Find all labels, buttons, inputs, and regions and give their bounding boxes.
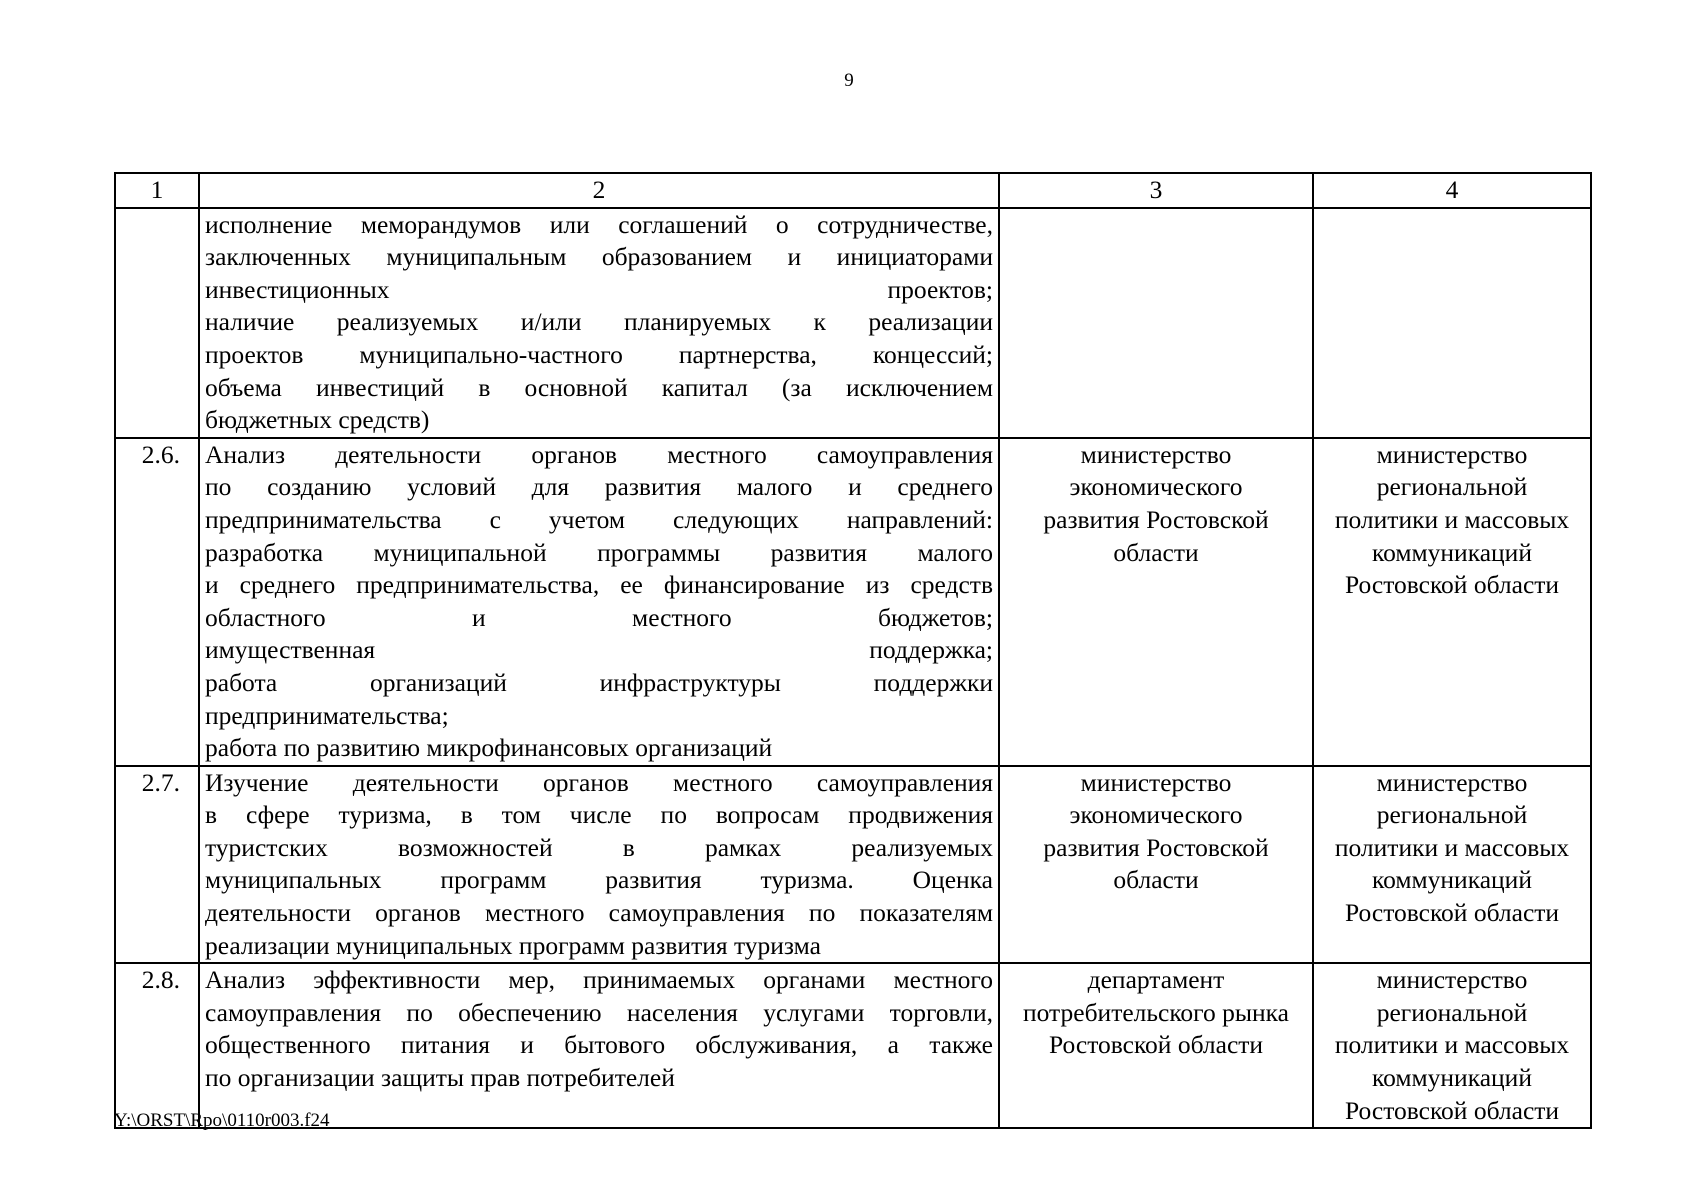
description-line: туристских возможностей в рамках реализуемых (205, 832, 993, 862)
description-line: самоуправления по обеспечению населения услугами торговли, (205, 997, 993, 1027)
table-row (115, 208, 1591, 438)
responsible-line: потребительского рынка (1023, 997, 1289, 1027)
description-line: проектов муниципально-частного партнерства, концессий; (205, 339, 993, 369)
responsible-cell (999, 208, 1313, 438)
responsible-cell (999, 766, 1313, 964)
coexecutor-line: Ростовской области (1344, 898, 1560, 928)
table-row (115, 438, 1591, 766)
measures-table (114, 172, 1592, 1129)
header-cell-4: 4 (1313, 173, 1591, 208)
table-row (115, 766, 1591, 964)
coexecutor-line: Ростовской области (1344, 570, 1560, 600)
description-line: Анализ эффективности мер, принимаемых органами местного (205, 965, 993, 995)
description-line: областного и местного бюджетов; (205, 602, 993, 632)
description-line: работа организаций инфраструктуры поддержки (205, 667, 993, 697)
coexecutor-line: министерство (1376, 767, 1528, 797)
description-line: реализации муниципальных программ развития туризма (205, 930, 821, 960)
description-line: деятельности органов местного самоуправления по показателям (205, 898, 993, 928)
table-header-row (115, 173, 1591, 208)
row-number-cell (115, 208, 199, 438)
description-line: инвестиционных проектов; (205, 274, 993, 304)
description-line: заключенных муниципальным образованием и инициаторами (205, 242, 993, 272)
responsible-line: экономического (1069, 800, 1243, 830)
description-line: предпринимательства; (205, 700, 449, 730)
responsible-line: области (1113, 537, 1199, 567)
description-line: разработка муниципальной программы развития малого (205, 537, 993, 567)
responsible-cell (999, 963, 1313, 1128)
responsible-cell (999, 438, 1313, 766)
description-line: и среднего предпринимательства, ее финансирование из средств (205, 570, 993, 600)
row-number-cell: 2.7. (115, 766, 199, 964)
description-line: предпринимательства с учетом следующих направлений: (205, 504, 993, 534)
row-number-cell: 2.8. (115, 963, 199, 1128)
row-number-cell: 2.6. (115, 438, 199, 766)
file-path-footer: Y:\ORST\Rpo\0110r003.f24 (114, 1110, 330, 1131)
responsible-line: министерство (1080, 767, 1232, 797)
responsible-line: министерство (1080, 439, 1232, 469)
responsible-line: развития Ростовской (1043, 504, 1269, 534)
description-cell (199, 208, 999, 438)
coexecutor-cell (1313, 963, 1591, 1128)
coexecutor-line: Ростовской области (1344, 1095, 1560, 1125)
description-line: муниципальных программ развития туризма. Оценка (205, 865, 993, 895)
description-line: бюджетных средств) (205, 405, 430, 435)
header-cell-1: 1 (115, 173, 199, 208)
coexecutor-line: региональной (1376, 800, 1528, 830)
coexecutor-cell (1313, 208, 1591, 438)
coexecutor-line: политики и массовых (1334, 1030, 1570, 1060)
description-line: по организации защиты прав потребителей (205, 1063, 675, 1093)
coexecutor-cell (1313, 766, 1591, 964)
coexecutor-line: министерство (1376, 439, 1528, 469)
responsible-line: развития Ростовской (1043, 832, 1269, 862)
responsible-line: экономического (1069, 472, 1243, 502)
description-cell (199, 766, 999, 964)
description-cell (199, 963, 999, 1128)
coexecutor-line: региональной (1376, 997, 1528, 1027)
description-line: Изучение деятельности органов местного самоуправления (205, 767, 993, 797)
responsible-line: департамент (1087, 965, 1225, 995)
coexecutor-cell (1313, 438, 1591, 766)
coexecutor-line: коммуникаций (1372, 865, 1532, 895)
responsible-line: Ростовской области (1048, 1030, 1264, 1060)
header-cell-2: 2 (199, 173, 999, 208)
coexecutor-line: региональной (1376, 472, 1528, 502)
responsible-line: области (1113, 865, 1199, 895)
description-line: объема инвестиций в основной капитал (за исключением (205, 372, 993, 402)
coexecutor-line: коммуникаций (1372, 1063, 1532, 1093)
description-line: имущественная поддержка; (205, 635, 993, 665)
description-cell (199, 438, 999, 766)
description-line: в сфере туризма, в том числе по вопросам продвижения (205, 800, 993, 830)
page-number: 9 (844, 70, 854, 91)
description-line: исполнение меморандумов или соглашений о сотрудничестве, (205, 209, 993, 239)
coexecutor-line: министерство (1376, 965, 1528, 995)
description-line: работа по развитию микрофинансовых организаций (205, 733, 773, 763)
coexecutor-line: политики и массовых (1334, 504, 1570, 534)
table-row (115, 963, 1591, 1128)
coexecutor-line: политики и массовых (1334, 832, 1570, 862)
description-line: по созданию условий для развития малого и среднего (205, 472, 993, 502)
coexecutor-line: коммуникаций (1372, 537, 1532, 567)
description-line: наличие реализуемых и/или планируемых к реализации (205, 307, 993, 337)
header-cell-3: 3 (999, 173, 1313, 208)
description-line: Анализ деятельности органов местного самоуправления (205, 439, 993, 469)
description-line: общественного питания и бытового обслуживания, а также (205, 1030, 993, 1060)
